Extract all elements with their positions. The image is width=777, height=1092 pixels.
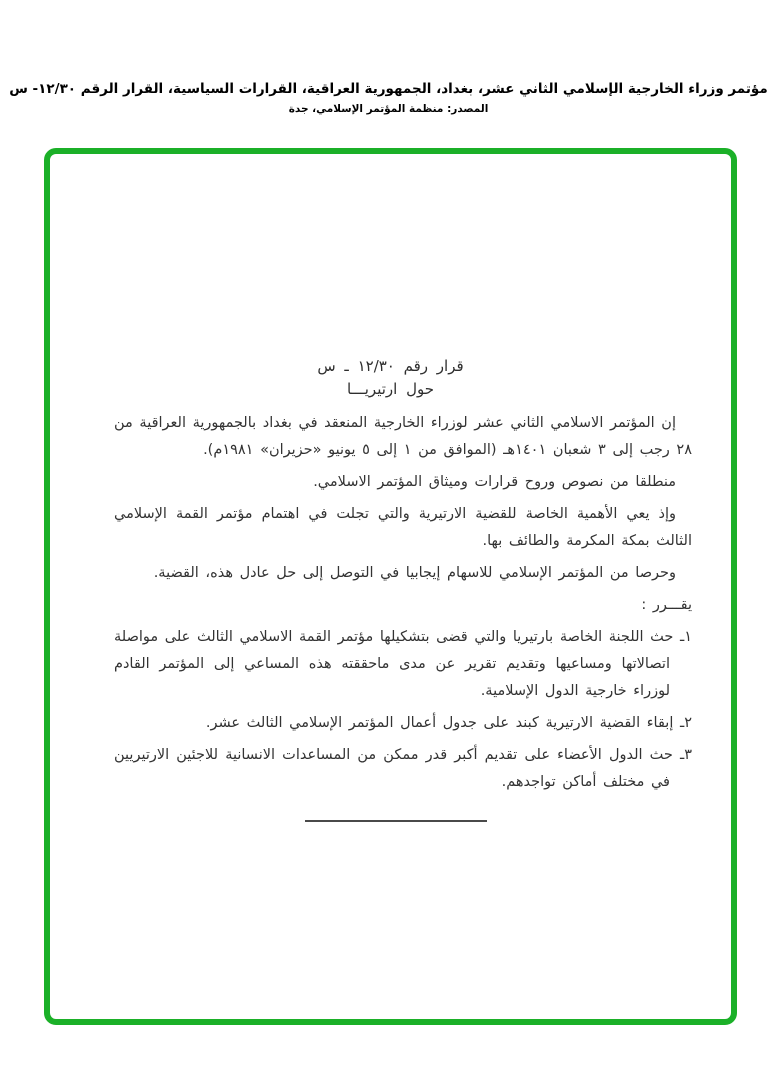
- body-paragraph-3: وإذ يعي الأهمية الخاصة للقضية الارتيرية والتي تجلت في اهتمام مؤتمر القمة الإسلامي الثالث بمكة المكرمة والطائف بها.: [114, 506, 692, 549]
- resolution-number: قرار رقم ١٢/٣٠ ـ س: [317, 357, 464, 375]
- citation-line: مؤتمر وزراء الخارجية الإسلامي الثاني عشر، بغداد، الجمهورية العراقية، القرارات السياسية، القرار الرقم ١٢/٣٠- س: [9, 81, 768, 97]
- body-paragraph-4: وحرصا من المؤتمر الإسلامي للاسهام إيجابيا في التوصل إلى حل عادل هذه، القضية.: [153, 565, 676, 581]
- end-divider: [305, 820, 487, 822]
- decides-label: يقـــرر :: [641, 597, 692, 613]
- body-paragraph-2: منطلقا من نصوص وروح قرارات وميثاق المؤتمر الاسلامي.: [313, 474, 676, 490]
- document-citation-header: [0, 81, 777, 116]
- resolution-item-1: ١ـ حث اللجنة الخاصة بارتيريا والتي قضى بتشكيلها مؤتمر القمة الاسلامي الثالث على مواصلة اتصالاتها ومساعيها وتقديم تقرير عن مدى ماحققته هذه المساعي إلى المؤتمر القادم لوزراء خارجية الدول الإسلامية.: [114, 629, 692, 699]
- document-frame: [44, 148, 737, 1025]
- resolution-subject: حول ارتيريـــا: [346, 380, 434, 398]
- source-line: المصدر: منظمة المؤتمر الإسلامي، جدة: [288, 103, 489, 115]
- body-paragraph-1: إن المؤتمر الاسلامي الثاني عشر لوزراء الخارجية المنعقد في بغداد بالجمهورية العراقية من ٢٨ رجب إلى ٣ شعبان ١٤٠١هـ (الموافق من ١ إلى ٥ يونيو «حزيران» ١٩٨١م).: [114, 415, 692, 458]
- resolution-body: [114, 410, 692, 801]
- resolution-item-3: ٣ـ حث الدول الأعضاء على تقديم أكبر قدر ممكن من المساعدات الانسانية للاجئين الارتيريين في مختلف أماكن تواجدهم.: [114, 747, 692, 790]
- resolution-title-block: [50, 355, 731, 401]
- resolution-item-2: ٢ـ إبقاء القضية الارتيرية كبند على جدول أعمال المؤتمر الإسلامي الثالث عشر.: [205, 715, 692, 731]
